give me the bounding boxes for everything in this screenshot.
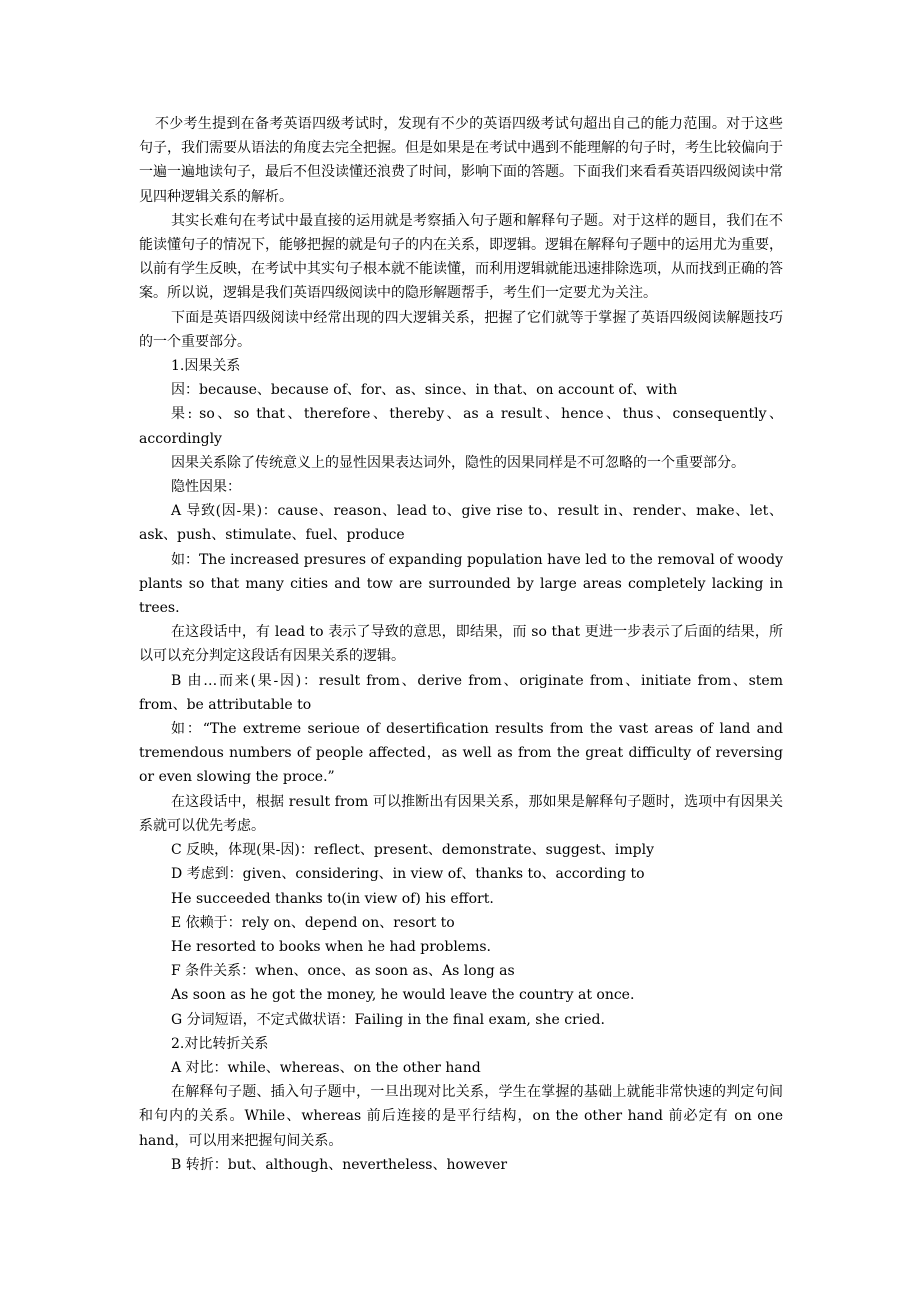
intro-paragraph: 不少考生提到在备考英语四级考试时，发现有不少的英语四级考试句超出自己的能力范围。对于这些句子，我们需要从语法的角度去完全把握。但是如果是在考试中遇到不能理解的句子时，考生比较偏向于一遍一遍地读句子，最后不但没读懂还浪费了时间，影响下面的答题。下面我们来看看英语四级阅读中常见四种逻辑关系的解析。 xyxy=(139,116,783,205)
example-b: 如：“The extreme serioue of desertification results from the vast areas of land and tremendous numbers of people affected，as well as from the great difficulty of reversing or even slowing the proce.” xyxy=(139,721,783,786)
item-a-contrast: A 对比：while、whereas、on the other hand xyxy=(171,1059,481,1076)
item-c-reflect: C 反映，体现(果-因)：reflect、present、demonstrate、suggest、imply xyxy=(171,842,654,859)
logic-usage-paragraph: 其实长难句在考试中最直接的运用就是考察插入句子题和解释句子题。对于这样的题目，我们在不能读懂句子的情况下，能够把握的就是句子的内在关系，即逻辑。逻辑在解释句子题中的运用尤为重要，以前有学生反映，在考试中其实句子根本就不能读懂，而利用逻辑就能迅速排除选项，从而找到正确的答案。所以说，逻辑是我们英语四级阅读中的隐形解题帮手，考生们一定要尤为关注。 xyxy=(139,212,783,302)
item-e-rely-on: E 依赖于：rely on、depend on、resort to xyxy=(171,914,455,931)
contrast-explanation: 在解释句子题、插入句子题中，一旦出现对比关系，学生在掌握的基础上就能非常快速的判定句间和句内的关系。While、whereas 前后连接的是平行结构，on the other hand 前必定有 on one hand，可以用来把握句间关系。 xyxy=(139,1084,783,1149)
example-f: As soon as he got the money, he would leave the country at once. xyxy=(171,987,635,1004)
effect-words-line: 果: so、so that、therefore、thereby、as a result、hence、thus、consequently、accordingly xyxy=(139,406,783,447)
example-e: He resorted to books when he had problems. xyxy=(171,938,491,955)
explanation-a: 在这段话中，有 lead to 表示了导致的意思，即结果，而 so that 更进一步表示了后面的结果，所以可以充分判定这段话有因果关系的逻辑。 xyxy=(139,624,783,665)
section-heading-contrast: 2.对比转折关系 xyxy=(171,1035,269,1052)
implicit-cause-paragraph: 因果关系除了传统意义上的显性因果表达词外，隐性的因果同样是不可忽略的一个重要部分。 xyxy=(171,454,745,471)
cause-words-line: 因：because、because of、for、as、since、in that、on account of、with xyxy=(171,382,678,399)
document-body xyxy=(139,112,783,1177)
item-d-given: D 考虑到：given、considering、in view of、thanks to、according to xyxy=(171,866,645,883)
explanation-b: 在这段话中，根据 result from 可以推断出有因果关系，那如果是解释句子题时，选项中有因果关系就可以优先考虑。 xyxy=(139,793,783,834)
item-b-transition: B 转折：but、although、nevertheless、however xyxy=(171,1156,508,1173)
item-b-result-from: B 由…而来(果-因)：result from、derive from、originate from、initiate from、stem from、be attributable to xyxy=(139,672,783,713)
example-a: 如：The increased presures of expanding population have led to the removal of woody plants so that many cities and tow are surrounded by large areas completely lacking in trees. xyxy=(139,551,783,617)
section-heading-cause-effect: 1.因果关系 xyxy=(171,358,241,375)
item-a-lead-to: A 导致(因-果)：cause、reason、lead to、give rise to、result in、render、make、let、ask、push、stimulate、fuel、produce xyxy=(139,503,783,544)
example-d: He succeeded thanks to(in view of) his effort. xyxy=(171,890,494,907)
implicit-cause-heading: 隐性因果： xyxy=(171,479,241,496)
four-relations-paragraph: 下面是英语四级阅读中经常出现的四大逻辑关系，把握了它们就等于掌握了英语四级阅读解题技巧的一个重要部分。 xyxy=(139,309,783,350)
item-g-participle: G 分词短语，不定式做状语：Failing in the final exam, she cried. xyxy=(171,1011,605,1028)
item-f-condition: F 条件关系：when、once、as soon as、As long as xyxy=(171,963,515,980)
